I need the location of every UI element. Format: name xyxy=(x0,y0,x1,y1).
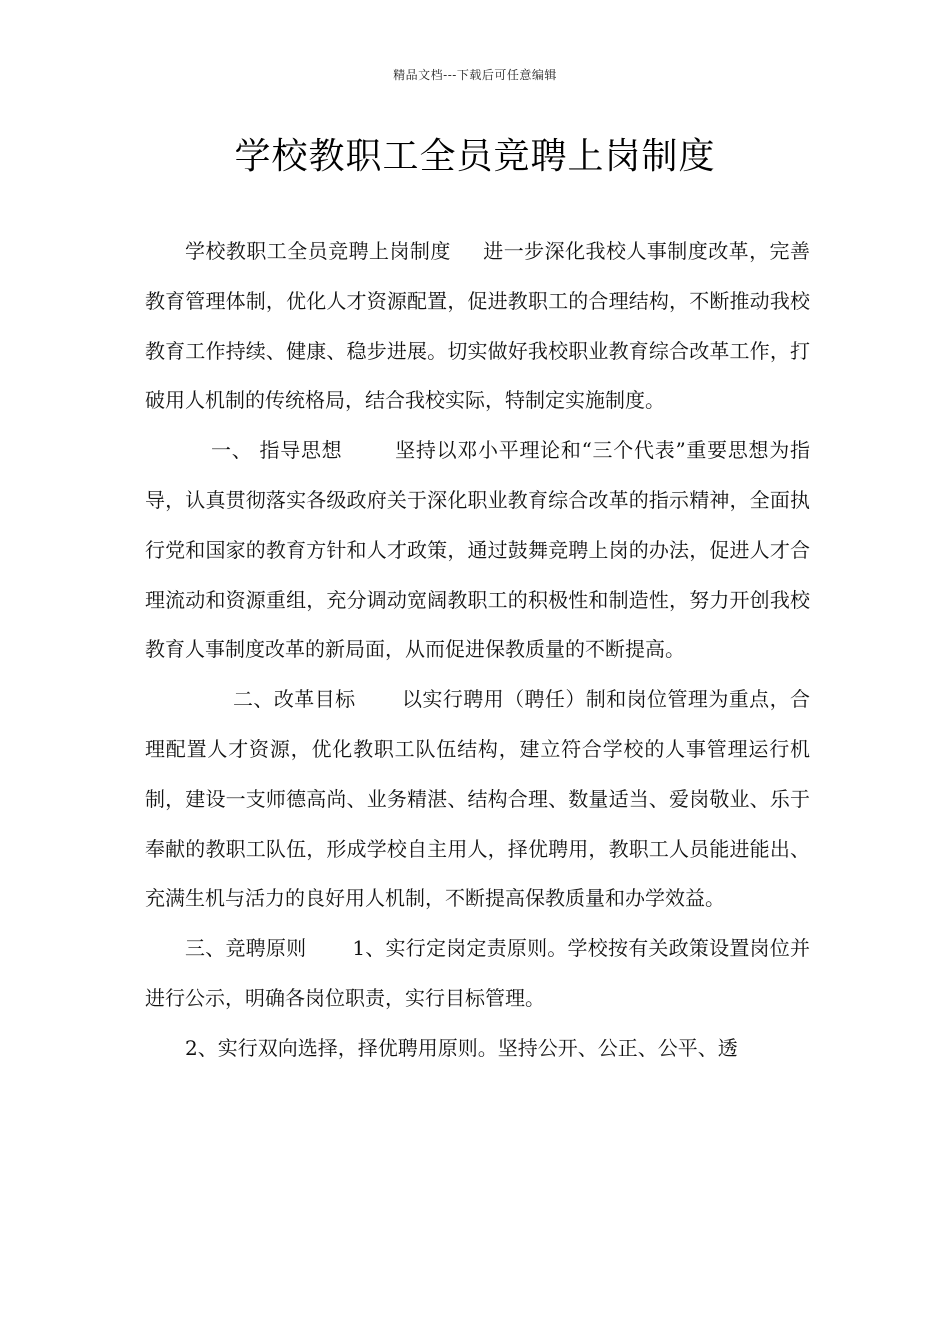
paragraph-item-2 xyxy=(145,1024,810,1074)
document-body xyxy=(145,227,810,1074)
document-title: 学校教职工全员竞聘上岗制度 xyxy=(234,136,716,177)
section-heading: 一、 指导思想 xyxy=(211,438,343,463)
paragraph-section-2 xyxy=(145,675,810,924)
paragraph-text: 以实行聘用（聘任）制和岗位管理为重点，合理配置人才资源，优化教职工队伍结构，建立符合学校的人事管理运行机制，建设一支师德高尚、业务精湛、结构合理、数量适当、爱岗敬业、乐于奉献的教职工队伍，形成学校自主用人，择优聘用，教职工人员能进能出、充满生机与活力的良好用人机制，不断提高保教质量和办学效益。 xyxy=(145,687,811,911)
paragraph-lead: 学校教职工全员竞聘上岗制度 xyxy=(185,239,451,263)
paragraph-text: 坚持以邓小平理论和“三个代表”重要思想为指导，认真贯彻落实各级政府关于深化职业教育综合改革的指示精神，全面执行党和国家的教育方针和人才政策，通过鼓舞竞聘上岗的办法，促进人才合理流动和资源重组，充分调动宽阔教职工的积极性和制造性，努力开创我校教育人事制度改革的新局面，从而促进保教质量的不断提高。 xyxy=(145,438,810,662)
section-heading: 三、竞聘原则 xyxy=(185,936,307,961)
section-heading: 二、改革目标 xyxy=(233,687,356,712)
paragraph-section-1 xyxy=(145,426,810,675)
paragraph-text: 1、实行定岗定责原则。学校按有关政策设置岗位并进行公示，明确各岗位职责，实行目标管理。 xyxy=(145,936,810,1010)
paragraph-intro xyxy=(145,227,810,426)
paragraph-text: 2、实行双向选择，择优聘用原则。坚持公开、公正、公平、透 xyxy=(185,1035,738,1060)
page-header-note: 精品文档---下载后可任意编辑 xyxy=(393,68,557,82)
paragraph-text: 进一步深化我校人事制度改革，完善教育管理体制，优化人才资源配置，促进教职工的合理结构，不断推动我校教育工作持续、健康、稳步进展。切实做好我校职业教育综合改革工作，打破用人机制的传统格局，结合我校实际，特制定实施制度。 xyxy=(145,239,811,413)
paragraph-section-3 xyxy=(145,924,810,1024)
